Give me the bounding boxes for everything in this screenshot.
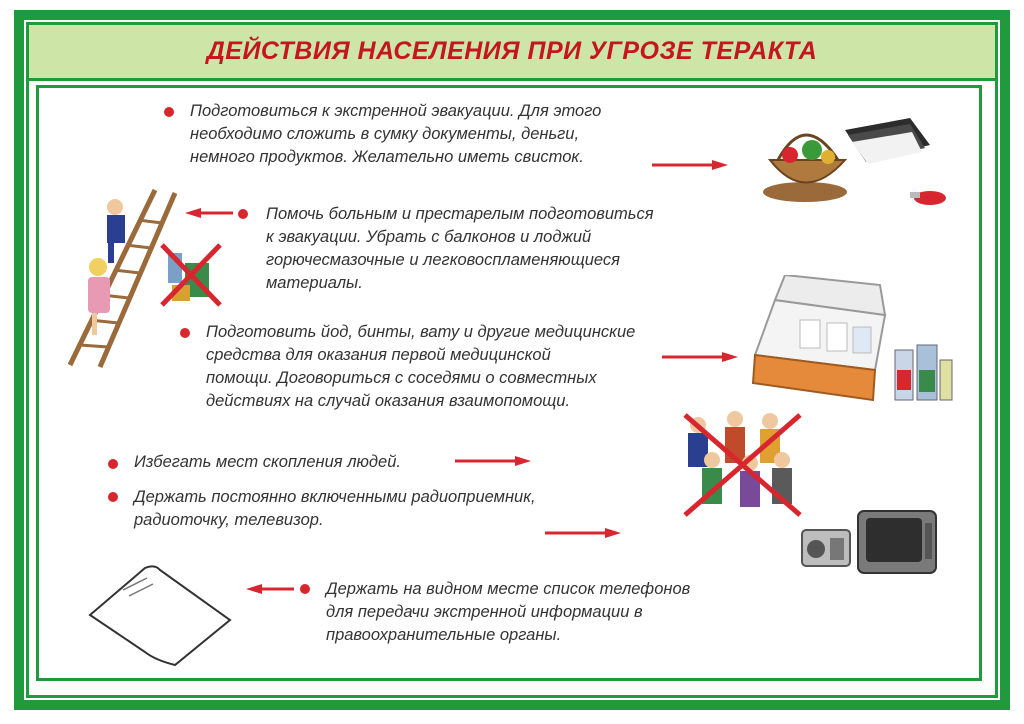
bullet-3 [180, 328, 190, 338]
item-line: Подготовить йод, бинты, вату и другие медицинские [206, 323, 636, 341]
bullet-5 [108, 492, 118, 502]
item-line: действиях на случай оказания взаимопомощи. [206, 392, 571, 410]
item-line: горючесмазочные и легковоспламеняющиеся [266, 251, 620, 269]
bullet-6 [300, 584, 310, 594]
item-medical [206, 321, 635, 413]
item-line: для передачи экстренной информации в [326, 603, 643, 621]
arrow-right-icon [652, 160, 728, 170]
item-phone-list [326, 578, 690, 647]
arrow-right-icon [545, 528, 621, 538]
crowd-crossed-icon [680, 405, 810, 525]
item-line: радиоточку, телевизор. [134, 511, 324, 529]
arrow-right-icon [662, 352, 738, 362]
item-line: Держать на видном месте список телефонов [326, 580, 691, 598]
bullet-4 [108, 459, 118, 469]
arrow-right-icon [455, 456, 531, 466]
phone-list-paper-icon [85, 560, 235, 670]
item-line: Подготовиться к экстренной эвакуации. Для этого [190, 102, 602, 120]
item-avoid-crowds [134, 451, 401, 474]
item-line: необходимо сложить в сумку документы, деньги, [190, 125, 580, 143]
item-help-elderly [266, 203, 654, 295]
item-line: помощи. Договориться с соседями о совместных [206, 369, 597, 387]
item-line: правоохранительные органы. [326, 626, 562, 644]
item-line: Держать постоянно включенными радиоприемник, [134, 488, 536, 506]
header-bar [29, 25, 995, 81]
radio-tv-icon [800, 505, 940, 580]
item-line: средства для оказания первой медицинской [206, 346, 551, 364]
first-aid-kit-icon [745, 275, 955, 410]
item-line: Избегать мест скопления людей. [134, 453, 401, 471]
basket-documents-icon [760, 100, 950, 220]
item-line: немного продуктов. Желательно иметь свисток. [190, 148, 584, 166]
item-evacuation [190, 100, 601, 169]
item-radio-tv [134, 486, 536, 532]
page-title: ДЕЙСТВИЯ НАСЕЛЕНИЯ ПРИ УГРОЗЕ ТЕРАКТА [206, 37, 818, 65]
item-line: к эвакуации. Убрать с балконов и лоджий [266, 228, 592, 246]
bullet-1 [164, 107, 174, 117]
item-line: Помочь больным и престарелым подготовиться [266, 205, 654, 223]
item-line: материалы. [266, 274, 363, 292]
arrow-left-icon [246, 584, 294, 594]
